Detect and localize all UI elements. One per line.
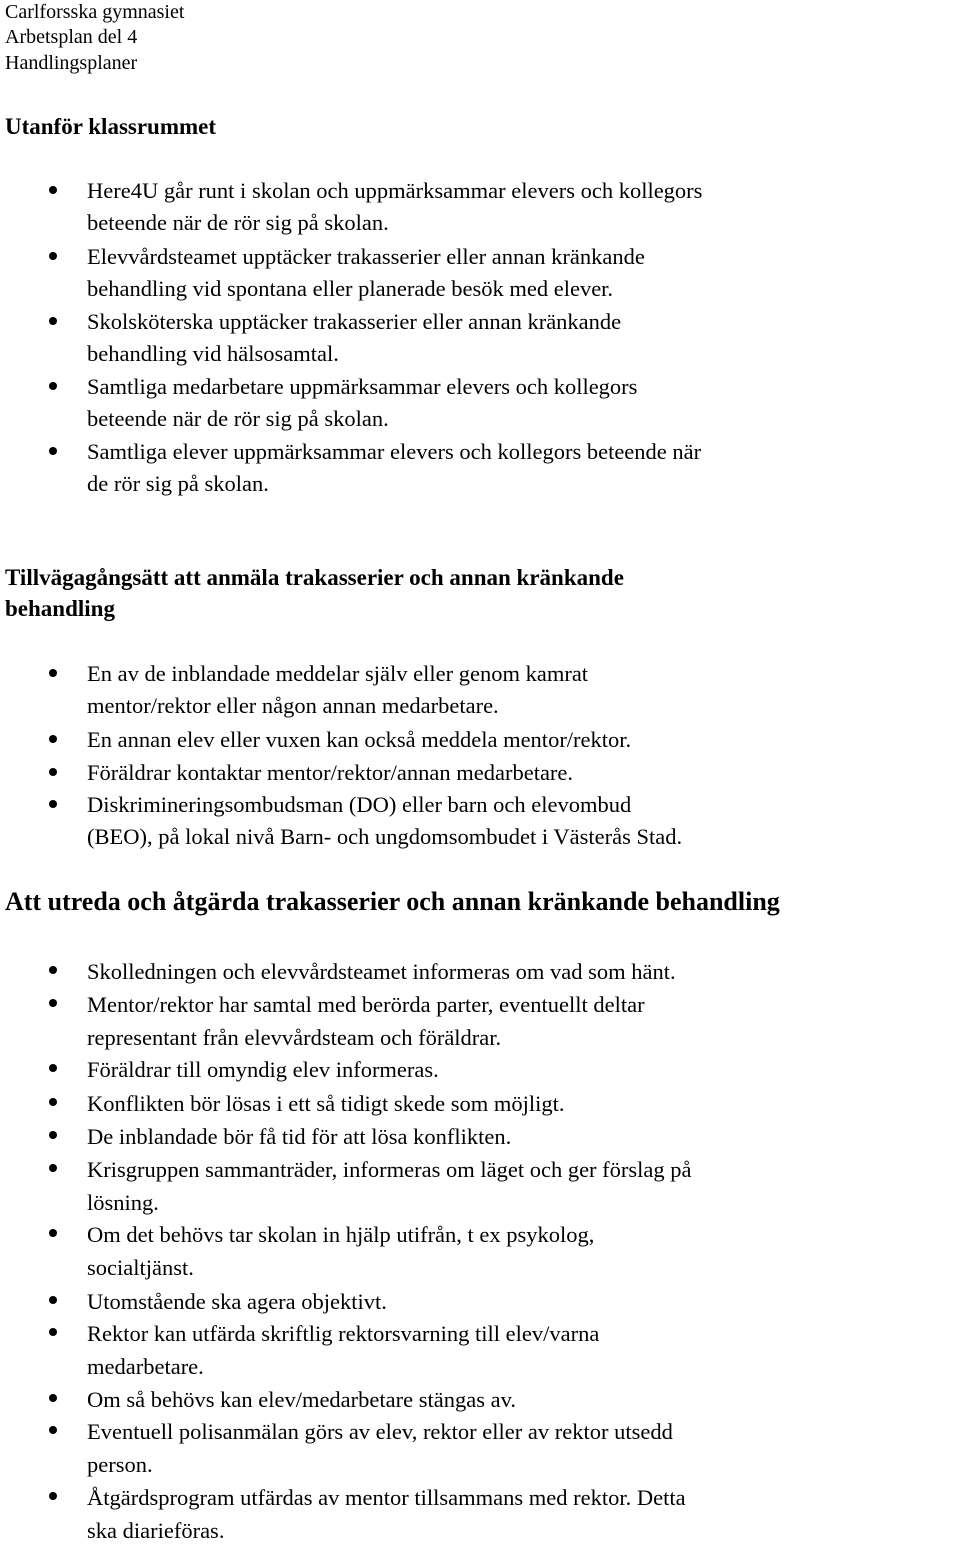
bullet-icon	[49, 1229, 57, 1237]
bullet-icon	[49, 1328, 57, 1336]
bullet-icon	[49, 1131, 57, 1139]
list-item-text: Mentor/rektor har samtal med berörda parter, eventuellt deltar representant från elevvårdsteam och föräldrar.	[87, 992, 645, 1050]
bullet-icon	[49, 447, 57, 455]
list-item-text: Skolsköterska upptäcker trakasserier eller annan kränkande behandling vid hälsosamtal.	[87, 309, 622, 366]
bullet-icon	[49, 1426, 57, 1434]
list-item-text: Elevvårdsteamet upptäcker trakasserier eller annan kränkande behandling vid spontana eller planerade besök med elever.	[87, 244, 645, 301]
header-section-title: Handlingsplaner	[5, 52, 138, 74]
bullet-icon	[49, 735, 57, 743]
list-item-text: Eventuell polisanmälan görs av elev, rektor eller av rektor utsedd person.	[87, 1419, 673, 1477]
list-item-text: Here4U går runt i skolan och uppmärksammar elevers och kollegors beteende när de rör sig på skolan.	[87, 178, 703, 235]
list-item-text: Krisgruppen sammanträder, informeras om läget och ger förslag på lösning.	[87, 1157, 692, 1215]
bullet-icon	[49, 768, 57, 776]
bullet-icon	[49, 382, 57, 390]
header-plan-title: Arbetsplan del 4	[5, 26, 138, 48]
list-item-text: Samtliga medarbetare uppmärksammar elevers och kollegors beteende när de rör sig på skolan.	[87, 374, 638, 431]
header-school-name: Carlforsska gymnasiet	[5, 1, 185, 23]
bullet-icon	[49, 1394, 57, 1402]
list-item-text: Åtgärdsprogram utfärdas av mentor tillsammans med rektor. Detta ska diarieföras.	[87, 1485, 686, 1543]
section-heading-outside-classroom: Utanför klassrummet	[5, 114, 217, 139]
list-item-text: Samtliga elever uppmärksammar elevers och kollegors beteende när de rör sig på skolan.	[87, 439, 702, 496]
bullet-icon	[49, 1492, 57, 1500]
list-item-text: Konflikten bör lösas i ett så tidigt skede som möjligt.	[87, 1091, 565, 1116]
section-heading-reporting-procedure: Tillvägagångsätt att anmäla trakasserier och annan kränkande behandling	[5, 565, 624, 621]
bullet-icon	[49, 1164, 57, 1172]
bullet-icon	[49, 1098, 57, 1106]
list-item-text: Föräldrar till omyndig elev informeras.	[87, 1057, 439, 1082]
list-item-text: Föräldrar kontaktar mentor/rektor/annan medarbetare.	[87, 760, 574, 785]
section-heading-investigate-and-remedy: Att utreda och åtgärda trakasserier och annan kränkande behandling	[5, 887, 780, 916]
bullet-icon	[49, 800, 57, 808]
list-item-text: En av de inblandade meddelar själv eller genom kamrat mentor/rektor eller någon annan medarbetare.	[87, 661, 589, 718]
bullet-icon	[49, 186, 57, 194]
list-item-text: Utomstående ska agera objektivt.	[87, 1289, 387, 1314]
list-item-text: Om det behövs tar skolan in hjälp utifrån, t ex psykolog, socialtjänst.	[87, 1222, 595, 1280]
list-item-text: Om så behövs kan elev/medarbetare stängas av.	[87, 1387, 517, 1412]
bullet-icon	[49, 966, 57, 974]
bullet-icon	[49, 1064, 57, 1072]
list-item-text: Skolledningen och elevvårdsteamet informeras om vad som hänt.	[87, 959, 676, 984]
bullet-icon	[49, 999, 57, 1007]
bullet-icon	[49, 317, 57, 325]
list-item-text: Rektor kan utfärda skriftlig rektorsvarning till elev/varna medarbetare.	[87, 1321, 600, 1379]
list-item-text: De inblandade bör få tid för att lösa konflikten.	[87, 1124, 512, 1149]
bullet-icon	[49, 669, 57, 677]
bullet-icon	[49, 252, 57, 260]
list-item-text: Diskrimineringsombudsman (DO) eller barn och elevombud (BEO), på lokal nivå Barn- och ungdomsombudet i Västerås Stad.	[87, 792, 683, 849]
list-item-text: En annan elev eller vuxen kan också meddela mentor/rektor.	[87, 727, 632, 752]
bullet-icon	[49, 1296, 57, 1304]
